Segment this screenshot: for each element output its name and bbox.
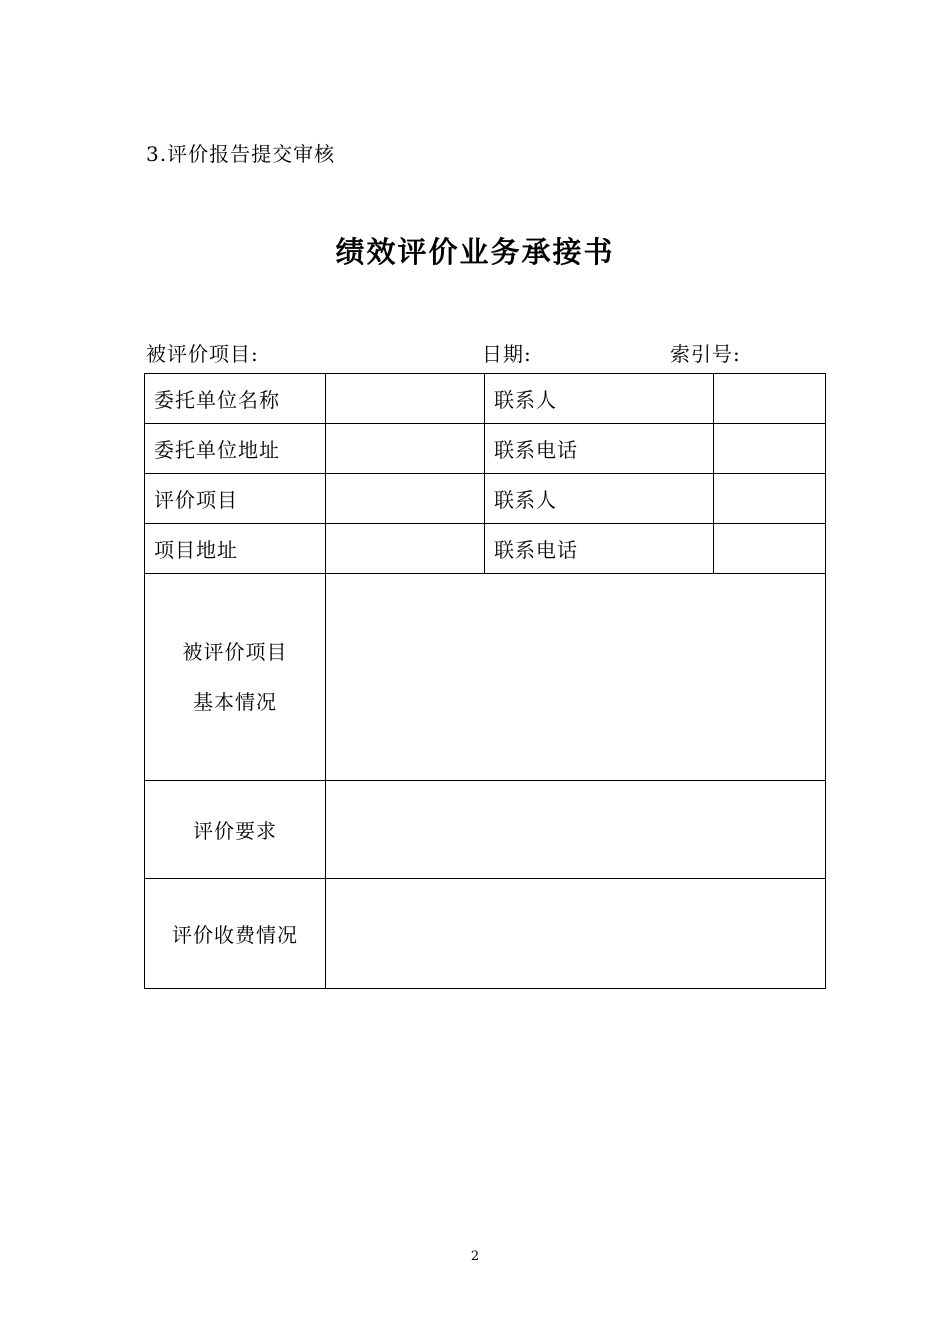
cell-value[interactable] (326, 474, 485, 524)
cell-label: 委托单位地址 (145, 424, 326, 474)
form-table (144, 373, 826, 989)
cell-label: 联系人 (485, 474, 714, 524)
cell-value[interactable] (714, 424, 826, 474)
table-row (145, 574, 826, 781)
meta-index-label: 索引号: (670, 342, 741, 366)
table-row (145, 524, 826, 574)
cell-value[interactable] (326, 374, 485, 424)
basic-info-value[interactable] (326, 574, 826, 781)
cell-label: 联系人 (485, 374, 714, 424)
fee-label: 评价收费情况 (145, 879, 326, 989)
requirements-label: 评价要求 (145, 781, 326, 879)
cell-label: 联系电话 (485, 524, 714, 574)
table-row (145, 374, 826, 424)
basic-info-label (145, 574, 326, 781)
basic-info-line2: 基本情况 (193, 690, 277, 714)
basic-info-line1: 被评价项目 (182, 640, 288, 664)
cell-label: 委托单位名称 (145, 374, 326, 424)
meta-date-label: 日期: (482, 342, 532, 366)
fee-value[interactable] (326, 879, 826, 989)
table-row (145, 879, 826, 989)
cell-label: 评价项目 (145, 474, 326, 524)
cell-label: 联系电话 (485, 424, 714, 474)
cell-value[interactable] (714, 524, 826, 574)
requirements-value[interactable] (326, 781, 826, 879)
table-row (145, 424, 826, 474)
cell-value[interactable] (326, 524, 485, 574)
section-heading: 3.评价报告提交审核 (146, 142, 336, 166)
meta-project-label: 被评价项目: (146, 342, 259, 366)
page-number: 2 (470, 1249, 480, 1264)
cell-label: 项目地址 (145, 524, 326, 574)
cell-value[interactable] (714, 374, 826, 424)
cell-value[interactable] (714, 474, 826, 524)
cell-value[interactable] (326, 424, 485, 474)
table-row (145, 781, 826, 879)
document-title: 绩效评价业务承接书 (335, 235, 615, 269)
table-row (145, 474, 826, 524)
